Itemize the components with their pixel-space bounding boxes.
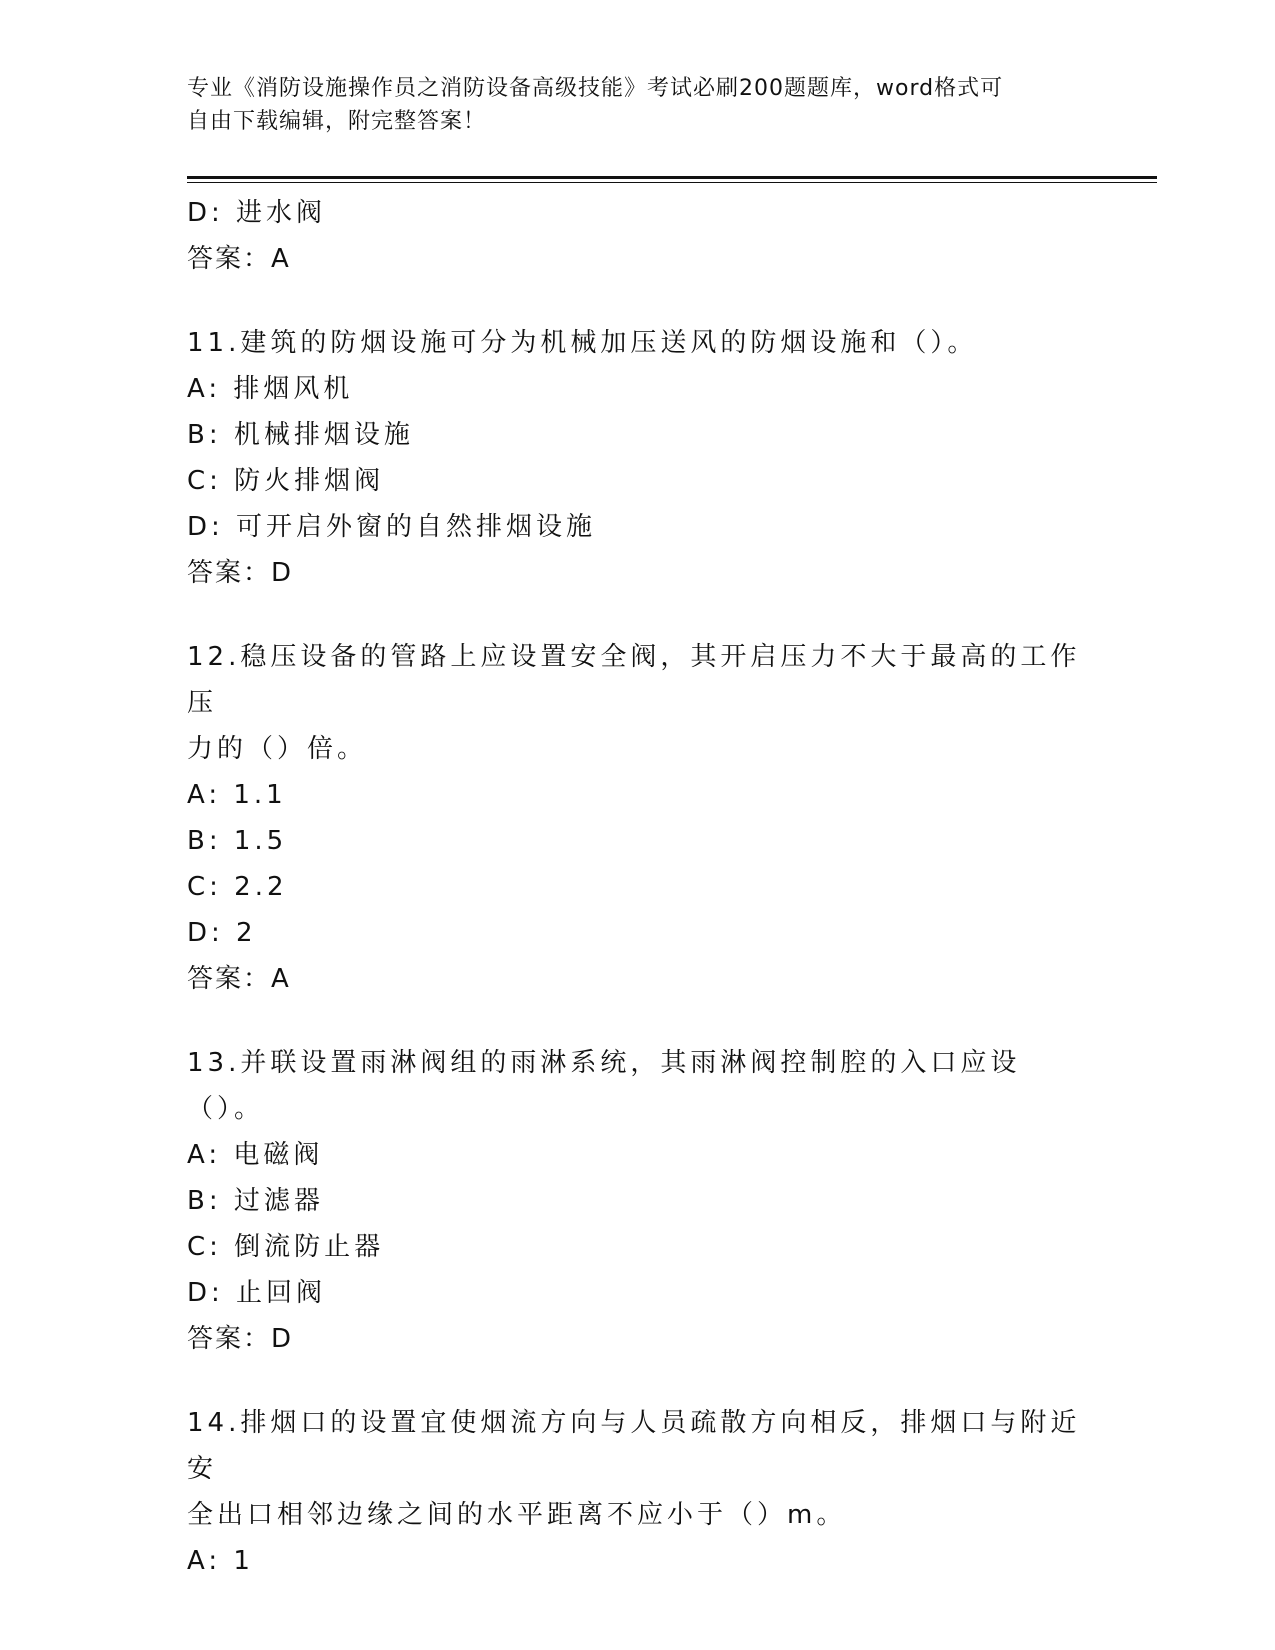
answer-line: 答案：D xyxy=(187,1324,294,1354)
option-a: A: 电磁阀 xyxy=(187,1140,324,1170)
header-divider-thick xyxy=(187,176,1157,179)
question-stem-line-2: 力的（）倍。 xyxy=(187,734,368,764)
header-title-line-1: 专业《消防设施操作员之消防设备高级技能》考试必刷200题题库，word格式可 xyxy=(187,76,1004,101)
question-10-tail xyxy=(187,190,1087,282)
question-stem: 11.建筑的防烟设施可分为机械加压送风的防烟设施和（）。 xyxy=(187,328,978,358)
option-d: D: 进水阀 xyxy=(187,198,327,228)
option-b: B: 过滤器 xyxy=(187,1186,324,1216)
question-12 xyxy=(187,634,1087,1002)
answer-line: 答案：A xyxy=(187,244,291,274)
question-stem-line-2: 全出口相邻边缘之间的水平距离不应小于（）m。 xyxy=(187,1500,847,1530)
option-d: D: 止回阀 xyxy=(187,1278,327,1308)
answer-line: 答案：A xyxy=(187,964,291,994)
option-a: A: 排烟风机 xyxy=(187,374,354,404)
option-d: D: 可开启外窗的自然排烟设施 xyxy=(187,512,597,542)
option-c: C: 2.2 xyxy=(187,872,288,902)
option-c: C: 倒流防止器 xyxy=(187,1232,385,1262)
question-14 xyxy=(187,1400,1087,1584)
question-stem-line-1: 14.排烟口的设置宜使烟流方向与人员疏散方向相反，排烟口与附近安 xyxy=(187,1408,1081,1484)
option-a: A: 1.1 xyxy=(187,780,287,810)
question-stem: 13.并联设置雨淋阀组的雨淋系统，其雨淋阀控制腔的入口应设（）。 xyxy=(187,1048,1021,1124)
question-stem-line-1: 12.稳压设备的管路上应设置安全阀，其开启压力不大于最高的工作压 xyxy=(187,642,1081,718)
header-divider-thin xyxy=(187,182,1157,183)
option-d: D: 2 xyxy=(187,918,257,948)
option-a: A: 1 xyxy=(187,1546,254,1576)
option-b: B: 机械排烟设施 xyxy=(187,420,414,450)
document-header xyxy=(187,72,1087,138)
question-13 xyxy=(187,1040,1087,1362)
header-title-line-2: 自由下载编辑，附完整答案！ xyxy=(187,109,487,134)
question-11 xyxy=(187,320,1087,596)
question-list xyxy=(187,190,1087,1584)
answer-line: 答案：D xyxy=(187,558,294,588)
option-c: C: 防火排烟阀 xyxy=(187,466,385,496)
option-b: B: 1.5 xyxy=(187,826,288,856)
